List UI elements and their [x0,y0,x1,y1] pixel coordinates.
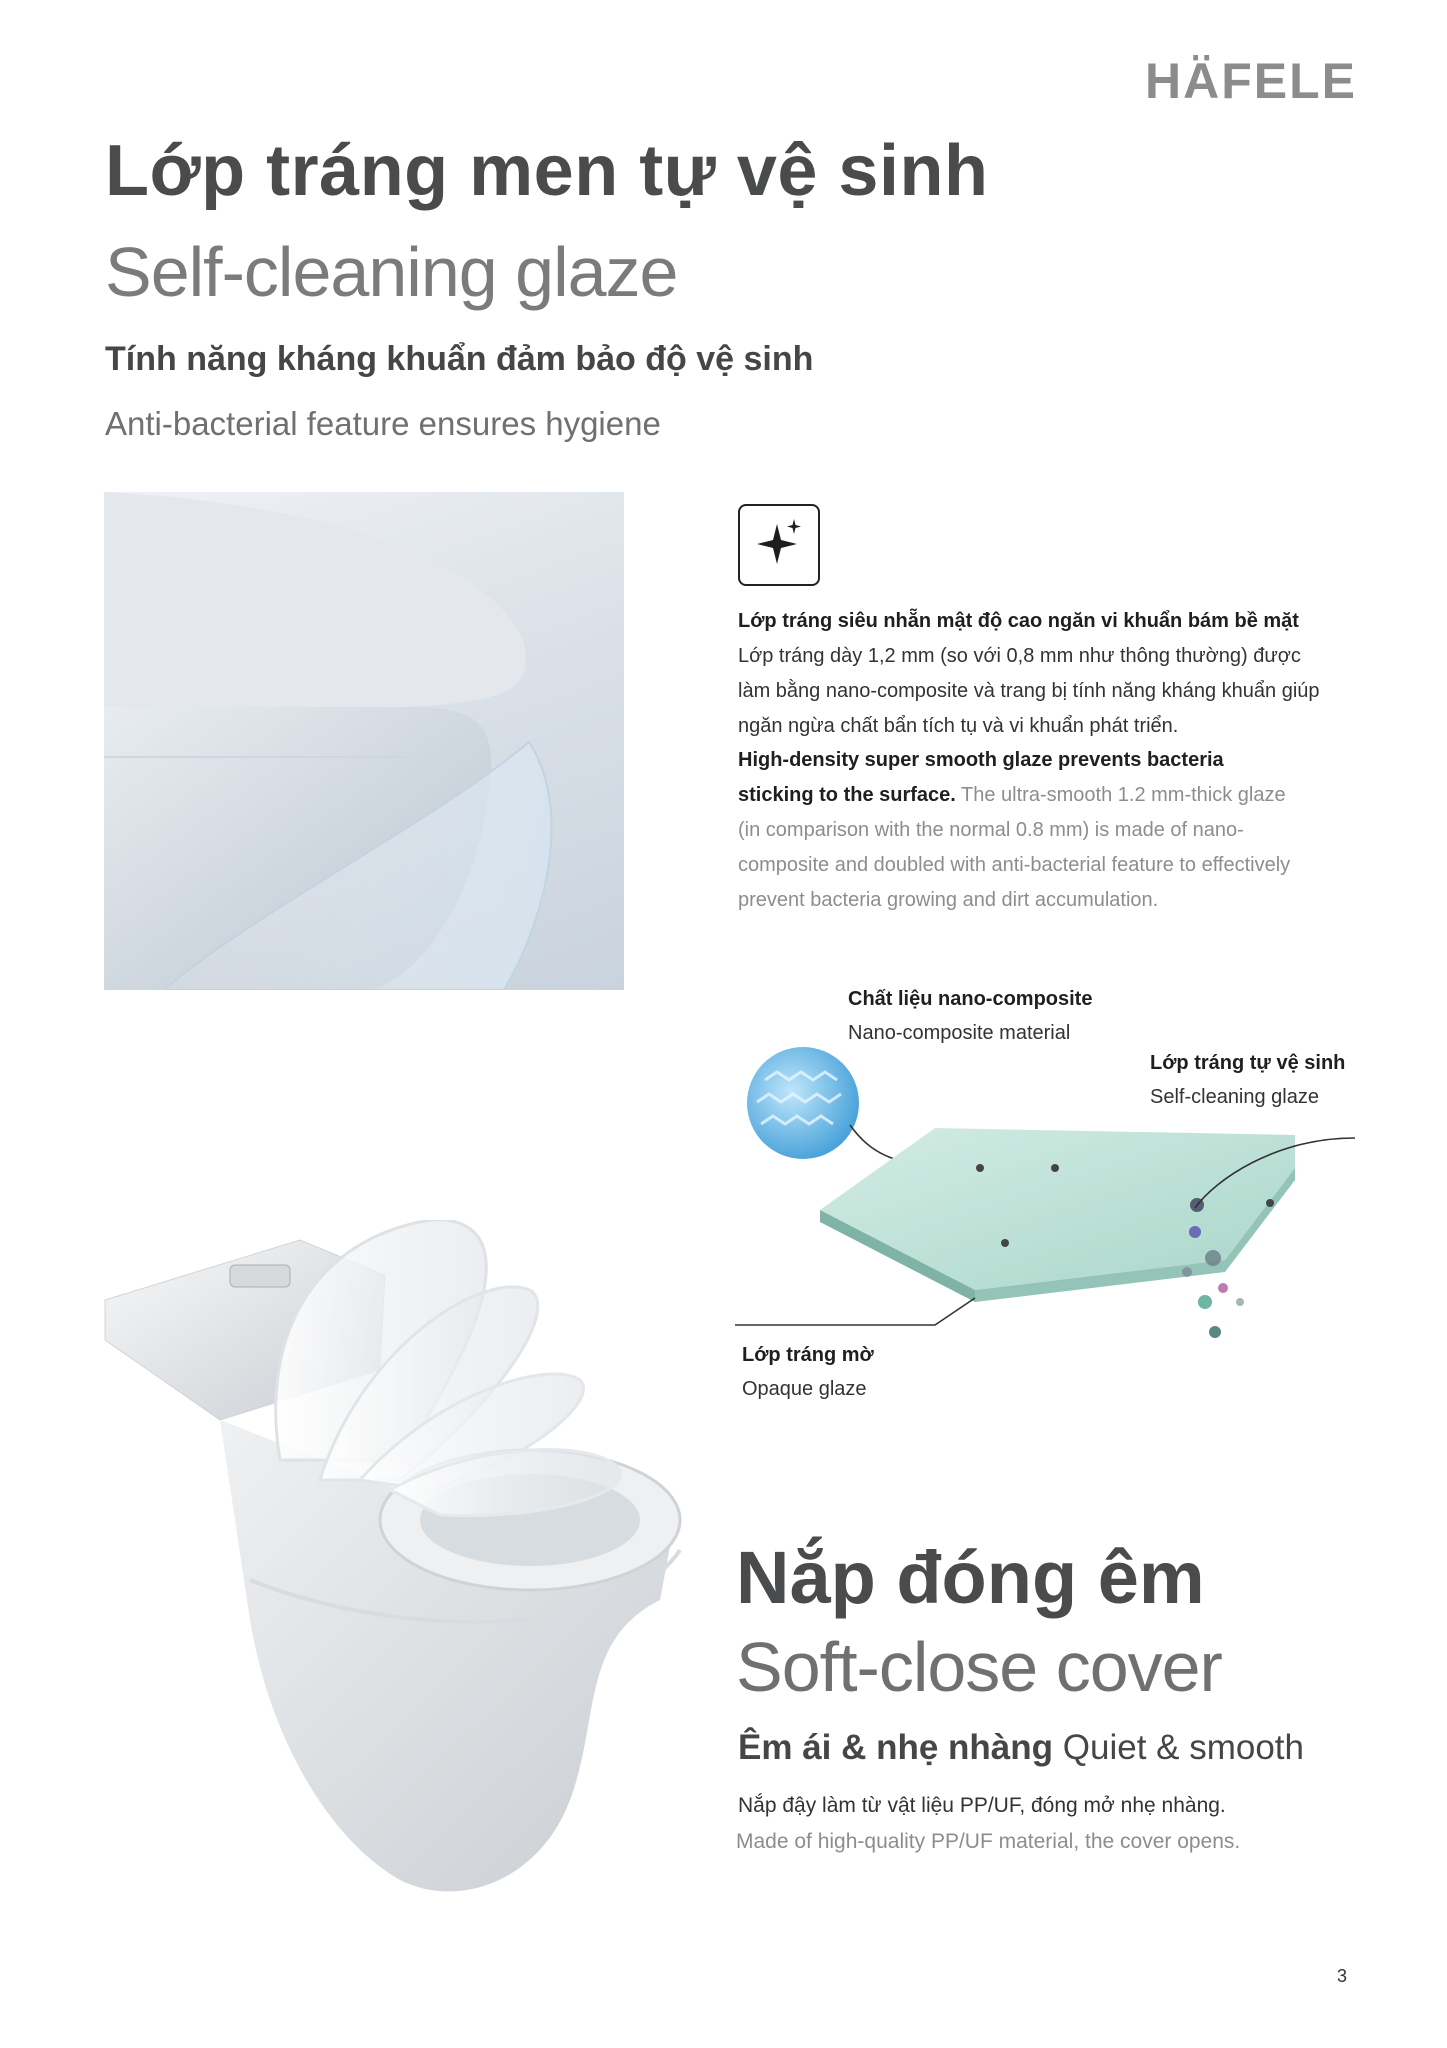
label-nano-en: Nano-composite material [848,1022,1071,1044]
feature-line: composite and doubled with anti-bacterial feature to effectively [738,854,1291,876]
section-title-en: Self-cleaning glaze [105,233,678,311]
label-self-cleaning-glaze [1150,1046,1345,1114]
feature-line: prevent bacteria growing and dirt accumulation. [738,889,1159,911]
page-number: 3 [1336,1966,1347,1986]
feature-line: Lớp tráng dày 1,2 mm (so với 0,8 mm như thông thường) được [738,645,1301,667]
sparkle-icon [738,504,820,586]
section2-body-vi: Nắp đậy làm từ vật liệu PP/UF, đóng mở nhẹ nhàng. [738,1794,1226,1817]
feature-title-en-2: sticking to the surface. [738,784,956,806]
label-glaze-vi: Lớp tráng tự vệ sinh [1150,1052,1346,1074]
brand-logo: HÄFELE [1145,53,1357,109]
section-title: Lớp tráng men tự vệ sinh [105,131,989,211]
section2-subtitle [738,1728,1304,1768]
section2-title: Nắp đóng êm [736,1536,1205,1619]
feature-line: ngăn ngừa chất bẩn tích tụ và vi khuẩn phát triển. [738,715,1179,737]
label-opaque-vi: Lớp tráng mờ [742,1344,874,1366]
label-opaque-glaze [742,1338,874,1406]
section-subtitle-en: Anti-bacterial feature ensures hygiene [105,405,661,442]
label-glaze-en: Self-cleaning glaze [1150,1086,1319,1108]
glaze-closeup-image [104,492,624,990]
feature-text-en [738,743,1358,918]
section-subtitle: Tính năng kháng khuẩn đảm bảo độ vệ sinh [105,340,814,378]
section2-subtitle-vi: Êm ái & nhẹ nhàng [738,1728,1054,1767]
label-opaque-en: Opaque glaze [742,1378,867,1400]
label-nano-vi: Chất liệu nano-composite [848,988,1093,1010]
label-nano-composite [848,982,1092,1050]
feature-line: (in comparison with the normal 0.8 mm) is made of nano- [738,819,1244,841]
feature-title-vi: Lớp tráng siêu nhẵn mật độ cao ngăn vi khuẩn bám bề mặt [738,610,1299,632]
feature-title-en: High-density super smooth glaze prevents bacteria [738,749,1224,771]
feature-line: The ultra-smooth 1.2 mm-thick glaze [955,784,1286,806]
feature-line: làm bằng nano-composite và trang bị tính năng kháng khuẩn giúp [738,680,1320,702]
section2-title-en: Soft-close cover [736,1628,1222,1706]
section2-body-en: Made of high-quality PP/UF material, the cover opens. [736,1830,1241,1853]
soft-close-toilet-image [100,1220,700,1920]
section2-subtitle-en: Quiet & smooth [1053,1728,1304,1767]
feature-text-vi [738,604,1358,744]
